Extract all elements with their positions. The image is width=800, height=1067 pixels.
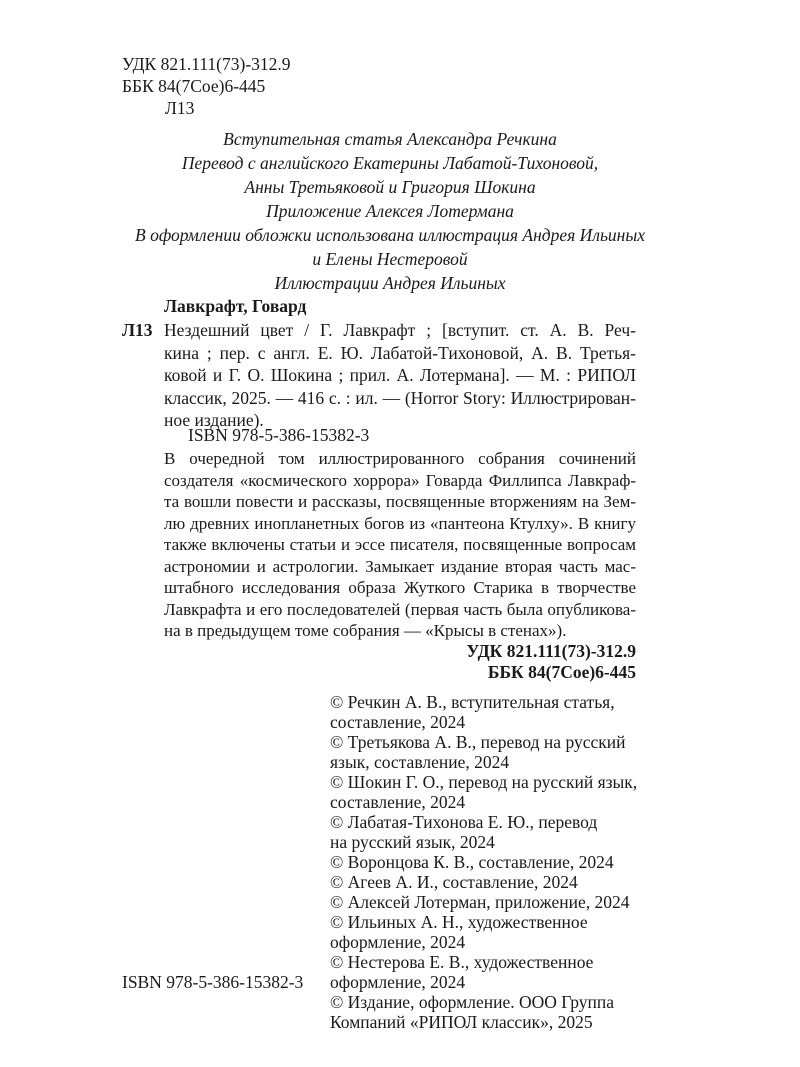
annotation-line: Лавкрафта и его последователей (первая часть была опубликова- [164,599,636,619]
copyright-line: составление, 2024 [330,712,466,732]
credit-line: и Елены Нестеровой [312,249,468,269]
bbk-code-bold: ББК 84(7Сое)6-445 [487,662,636,682]
annotation-line: астрономии и астрологии. Замыкает издание вторая часть мас- [164,556,636,576]
credit-line: Анны Третьяковой и Григория Шокина [244,177,536,197]
annotation-line: лю древних инопланетных богов из «пантеона Ктулху». В книгу [164,513,636,533]
bbk-code: ББК 84(7Сое)6-445 [122,76,266,96]
footer-isbn: ISBN 978-5-386-15382-3 [122,972,304,992]
copyright-line: Компаний «РИПОЛ классик», 2025 [330,1012,593,1032]
annotation-line: В очередной том иллюстрированного собрания сочинений [164,449,636,468]
description-line: кина ; пер. с англ. Е. Ю. Лабатой-Тихоновой, А. В. Третья- [164,342,636,363]
credit-line: Иллюстрации Андрея Ильиных [274,273,506,293]
udk-code: УДК 821.111(73)-312.9 [122,54,291,74]
copyright-line: оформление, 2024 [330,972,466,992]
credits-block [120,127,660,295]
copyright-line: © Ильиных А. Н., художественное [330,912,588,932]
credit-line: В оформлении обложки использована иллюстрация Андрея Ильиных [135,225,645,245]
copyright-line: © Нестерова Е. В., художественное [330,952,594,972]
record-isbn: ISBN 978-5-386-15382-3 [188,425,370,445]
author-sign: Л13 [165,98,195,118]
copyright-line: язык, составление, 2024 [330,752,510,772]
author-heading: Лавкрафт, Говард [164,296,307,316]
udk-code-bold: УДК 821.111(73)-312.9 [466,641,636,661]
annotation-line: штабного исследования образа Жуткого Старика в творчестве [164,578,636,597]
copyright-line: © Лабатая-Тихонова Е. Ю., перевод [330,812,598,832]
annotation-line: создателя «космического хоррора» Говарда Филлипса Лавкраф- [164,470,636,490]
credit-line: Вступительная статья Александра Речкина [223,129,557,149]
copyright-line: составление, 2024 [330,792,466,812]
copyright-line: © Воронцова К. В., составление, 2024 [330,852,614,872]
annotation-line: также включены статьи и эссе писателя, посвященные вопросам [164,535,636,554]
record-author-sign: Л13 [122,320,153,340]
description-line: классик, 2025. — 416 с. : ил. — (Horror Story: Иллюстрирован- [164,387,636,408]
description-line: Нездешний цвет / Г. Лавкрафт ; [вступит. ст. А. В. Реч- [164,320,636,340]
copyright-line: © Третьякова А. В., перевод на русский [330,732,626,752]
description-line: ное издание). [164,410,264,430]
copyright-line: © Шокин Г. О., перевод на русский язык, [330,772,638,792]
bibliographic-description [164,319,636,432]
copyright-line: © Издание, оформление. ООО Группа [330,992,615,1012]
credit-line: Перевод с английского Екатерины Лабатой-Тихоновой, [181,153,599,173]
copyright-line: © Речкин А. В., вступительная статья, [330,692,615,712]
annotation [164,448,636,642]
copyright-line: на русский язык, 2024 [330,832,495,852]
copyright-notices [330,692,640,1032]
copyright-line: © Агеев А. И., составление, 2024 [330,872,578,892]
description-line: ковой и Г. О. Шокина ; прил. А. Лотермана]. — М. : РИПОЛ [164,365,636,385]
credit-line: Приложение Алексея Лотермана [266,201,514,221]
copyright-line: оформление, 2024 [330,932,466,952]
copyright-line: © Алексей Лотерман, приложение, 2024 [330,892,630,912]
annotation-line: та вошли повести и рассказы, посвященные вторжениям на Зем- [164,492,636,511]
annotation-line: на в предыдущем томе собрания — «Крысы в стенах»). [164,621,567,640]
